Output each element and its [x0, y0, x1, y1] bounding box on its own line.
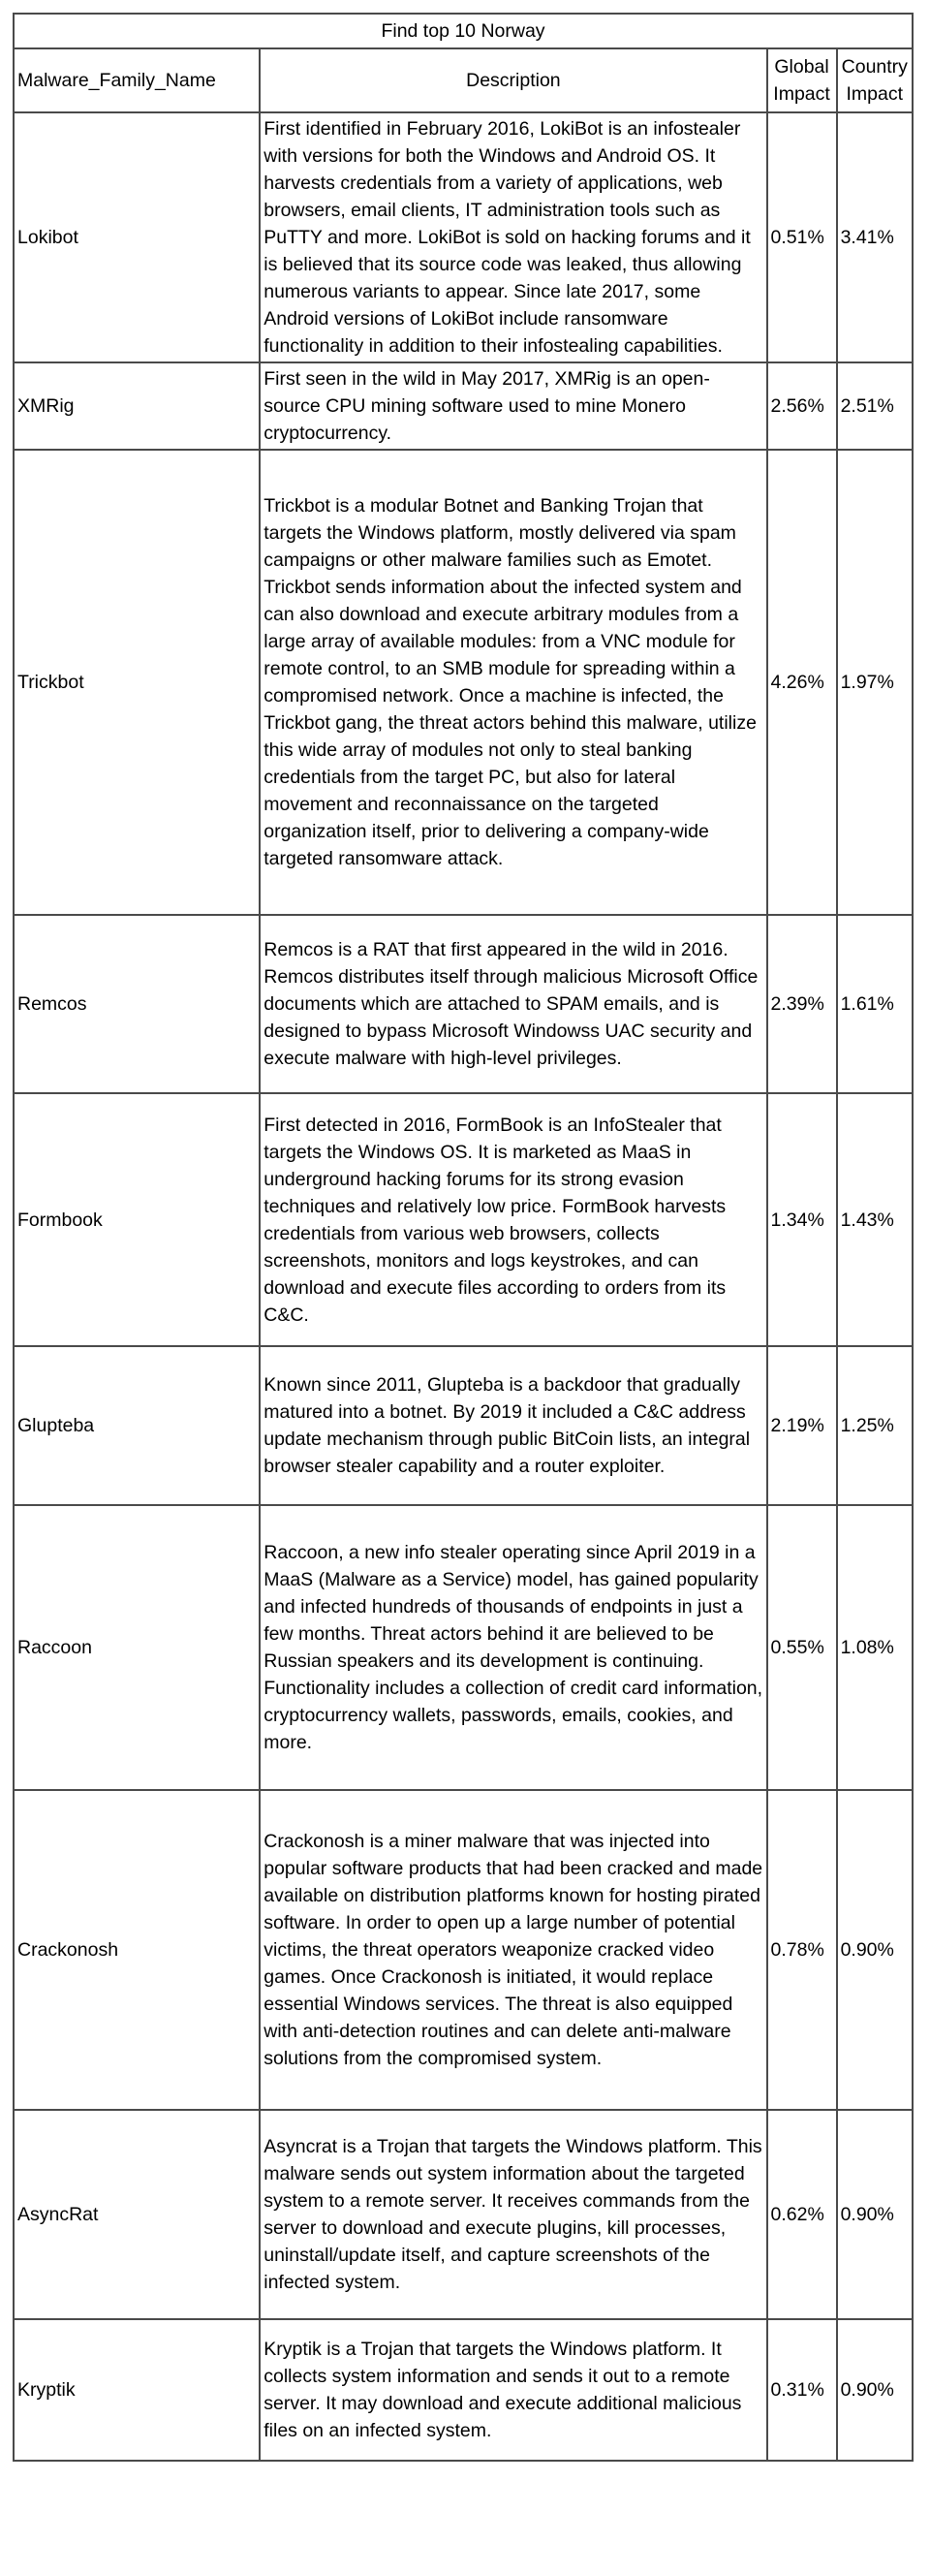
malware-description: Kryptik is a Trojan that targets the Windows platform. It collects system information and sends it out to a remote server. It may download and execute additional malicious files on an infected system.: [260, 2319, 766, 2461]
country-impact: 0.90%: [837, 2110, 913, 2319]
country-impact: 0.90%: [837, 2319, 913, 2461]
malware-description: Trickbot is a modular Botnet and Banking Trojan that targets the Windows platform, mostly delivered via spam campaigns or other malware families such as Emotet. Trickbot sends information about the infected system and can also download and execute arbitrary modules from a large array of available modules: from a VNC module for remote control, to an SMB module for spreading within a compromised network. Once a machine is infected, the Trickbot gang, the threat actors behind this malware, utilize this wide array of modules not only to steal banking credentials from the target PC, but also for lateral movement and reconnaissance on the targeted organization itself, prior to delivering a company-wide targeted ransomware attack.: [260, 450, 766, 915]
malware-description: Raccoon, a new info stealer operating since April 2019 in a MaaS (Malware as a Service) model, has gained popularity and infected hundreds of thousands of endpoints in just a few months. Threat actors behind it are believed to be Russian speakers and its development is continuing. Functionality includes a collection of credit card information, cryptocurrency wallets, passwords, emails, cookies, and more.: [260, 1505, 766, 1790]
malware-name: AsyncRat: [14, 2110, 260, 2319]
global-impact: 2.39%: [767, 915, 837, 1093]
malware-table: [13, 13, 914, 2462]
malware-name: Raccoon: [14, 1505, 260, 1790]
title-row: [14, 14, 913, 48]
table-row: [14, 450, 913, 915]
global-impact: 0.31%: [767, 2319, 837, 2461]
malware-description: Remcos is a RAT that first appeared in the wild in 2016. Remcos distributes itself through malicious Microsoft Office documents which are attached to SPAM emails, and is designed to bypass Microsoft Windowss UAC security and execute malware with high-level privileges.: [260, 915, 766, 1093]
global-impact: 1.34%: [767, 1093, 837, 1346]
global-impact: 0.55%: [767, 1505, 837, 1790]
table-row: [14, 915, 913, 1093]
table-row: [14, 2319, 913, 2461]
malware-description: Asyncrat is a Trojan that targets the Windows platform. This malware sends out system information about the targeted system to a remote server. It receives commands from the server to download and execute plugins, kill processes, uninstall/update itself, and capture screenshots of the infected system.: [260, 2110, 766, 2319]
country-impact: 1.61%: [837, 915, 913, 1093]
global-impact: 0.62%: [767, 2110, 837, 2319]
header-row: [14, 48, 913, 112]
malware-description: First seen in the wild in May 2017, XMRig is an open-source CPU mining software used to mine Monero cryptocurrency.: [260, 362, 766, 450]
table-row: [14, 1790, 913, 2110]
table-row: [14, 1093, 913, 1346]
malware-description: Known since 2011, Glupteba is a backdoor that gradually matured into a botnet. By 2019 it included a C&C address update mechanism through public BitCoin lists, an integral browser stealer capability and a router exploiter.: [260, 1346, 766, 1505]
table-body: [14, 112, 913, 2461]
malware-name: Remcos: [14, 915, 260, 1093]
table-row: [14, 1505, 913, 1790]
header-description: Description: [260, 48, 766, 112]
malware-name: Trickbot: [14, 450, 260, 915]
malware-name: Kryptik: [14, 2319, 260, 2461]
country-impact: 1.43%: [837, 1093, 913, 1346]
header-global-impact: Global Impact: [767, 48, 837, 112]
table-row: [14, 362, 913, 450]
country-impact: 1.08%: [837, 1505, 913, 1790]
table-row: [14, 112, 913, 362]
country-impact: 3.41%: [837, 112, 913, 362]
table-title: Find top 10 Norway: [14, 14, 913, 48]
table-row: [14, 2110, 913, 2319]
malware-description: Crackonosh is a miner malware that was injected into popular software products that had been cracked and made available on distribution platforms known for hosting pirated software. In order to open up a large number of potential victims, the threat operators weaponize cracked video games. Once Crackonosh is initiated, it would replace essential Windows services. The threat is also equipped with anti-detection routines and can delete anti-malware solutions from the compromised system.: [260, 1790, 766, 2110]
country-impact: 1.97%: [837, 450, 913, 915]
country-impact: 0.90%: [837, 1790, 913, 2110]
malware-name: Crackonosh: [14, 1790, 260, 2110]
malware-name: Formbook: [14, 1093, 260, 1346]
global-impact: 0.78%: [767, 1790, 837, 2110]
malware-name: Glupteba: [14, 1346, 260, 1505]
malware-description: First identified in February 2016, LokiBot is an infostealer with versions for both the Windows and Android OS. It harvests credentials from a variety of applications, web browsers, email clients, IT administration tools such as PuTTY and more. LokiBot is sold on hacking forums and it is believed that its source code was leaked, thus allowing numerous variants to appear. Since late 2017, some Android versions of LokiBot include ransomware functionality in addition to their infostealing capabilities.: [260, 112, 766, 362]
malware-description: First detected in 2016, FormBook is an InfoStealer that targets the Windows OS. It is marketed as MaaS in underground hacking forums for its strong evasion techniques and relatively low price. FormBook harvests credentials from various web browsers, collects screenshots, monitors and logs keystrokes, and can download and execute files according to orders from its C&C.: [260, 1093, 766, 1346]
global-impact: 2.19%: [767, 1346, 837, 1505]
global-impact: 0.51%: [767, 112, 837, 362]
global-impact: 4.26%: [767, 450, 837, 915]
malware-name: Lokibot: [14, 112, 260, 362]
table-row: [14, 1346, 913, 1505]
country-impact: 2.51%: [837, 362, 913, 450]
country-impact: 1.25%: [837, 1346, 913, 1505]
malware-name: XMRig: [14, 362, 260, 450]
header-country-impact: Country Impact: [837, 48, 913, 112]
global-impact: 2.56%: [767, 362, 837, 450]
header-malware-family-name: Malware_Family_Name: [14, 48, 260, 112]
